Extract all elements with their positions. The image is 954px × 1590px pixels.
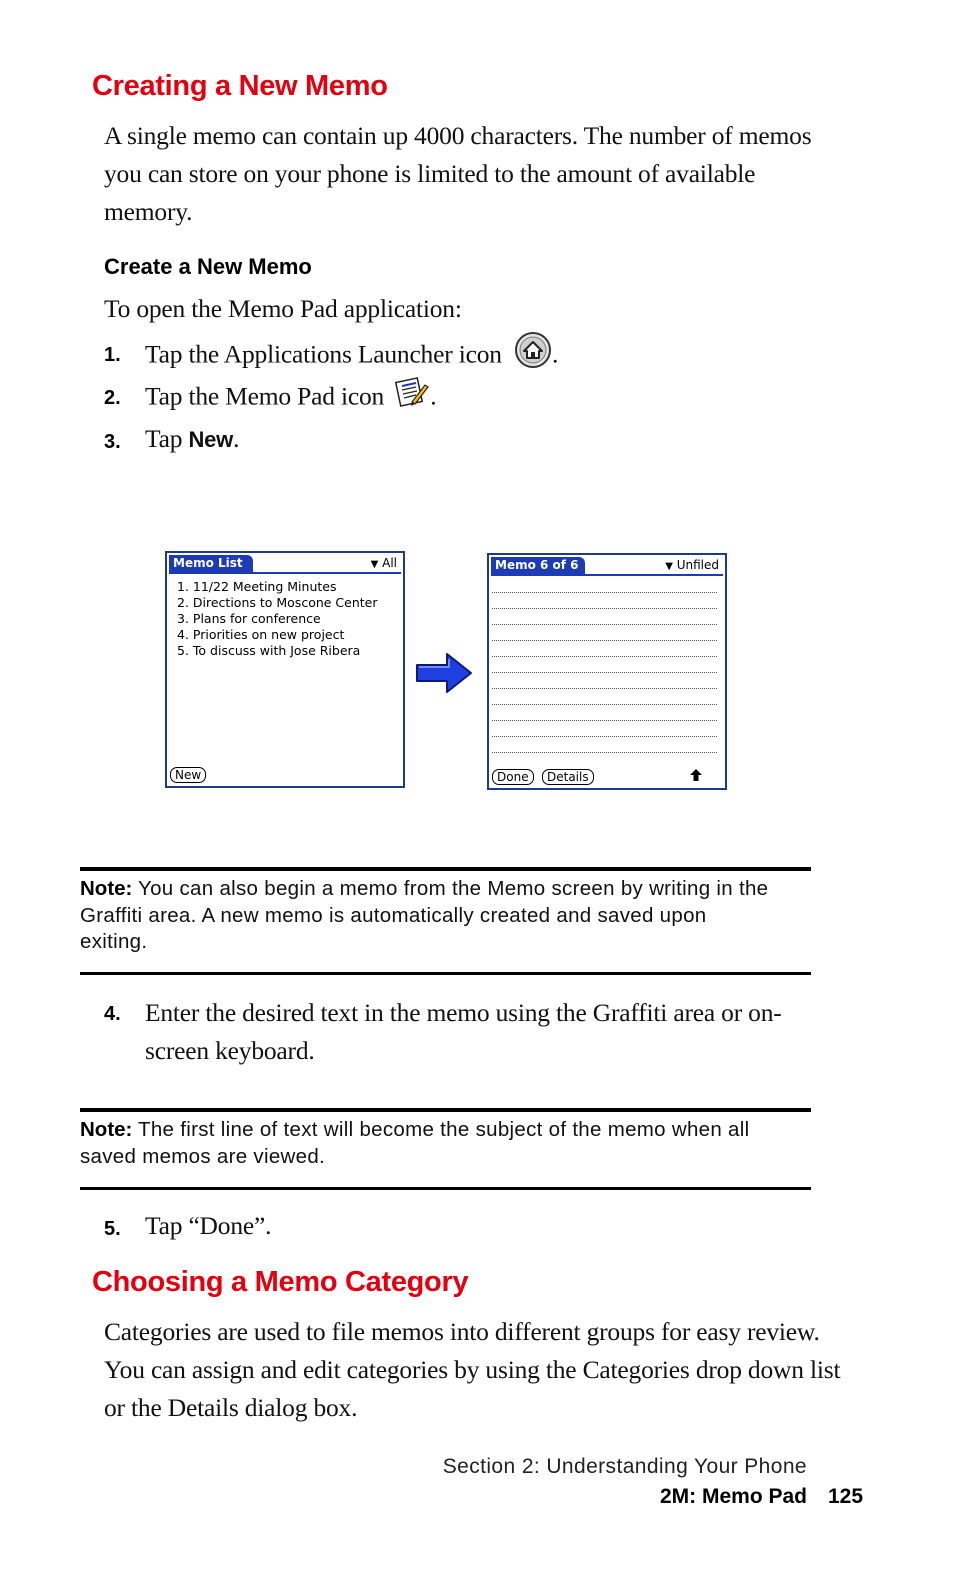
dropdown-triangle-icon: ▼ [665,561,673,572]
step-after: . [430,381,437,411]
step-after: . [552,339,559,369]
screen-title: Memo 6 of 6 [491,557,585,574]
step-3-text [145,424,239,454]
step-number: 1. [104,344,121,366]
category-dropdown[interactable] [371,555,397,573]
divider [80,1187,811,1190]
memo-line[interactable] [492,672,717,673]
note-line: Graffiti area. A new memo is automatically created and saved upon [80,903,707,927]
section-heading-creating-memo: Creating a New Memo [92,70,388,102]
title-underline [169,572,401,574]
note-line: exiting. [80,930,148,953]
list-item[interactable]: 3. Plans for conference [177,611,321,626]
step-1-text [145,337,558,376]
step-line: screen keyboard. [145,1036,315,1065]
right-arrow-icon [415,651,473,700]
note-label: Note: [80,1118,133,1141]
memo-line[interactable] [492,752,717,753]
step-number: 3. [104,431,121,453]
memo-line[interactable] [492,640,717,641]
paragraph-line: you can store on your phone is limited to the amount of available [104,159,756,188]
paragraph-line: memory. [104,197,193,226]
divider [80,1108,811,1112]
done-button[interactable]: Done [492,769,534,785]
step-text: Tap the Memo Pad icon [145,381,385,411]
list-item[interactable]: 2. Directions to Moscone Center [177,595,378,610]
memo-line[interactable] [492,624,717,625]
divider [80,972,811,975]
paragraph-line: You can assign and edit categories by using the Categories drop down list [104,1355,841,1384]
memo-line[interactable] [492,688,717,689]
step-after: . [233,424,240,453]
step-text: Tap the Applications Launcher icon [145,339,502,369]
footer-section: Section 2: Understanding Your Phone [442,1455,807,1478]
memo-line[interactable] [492,592,717,593]
home-icon [514,331,552,376]
details-button[interactable]: Details [542,769,594,785]
memo-line[interactable] [492,720,717,721]
memo-list-screen [165,551,405,788]
paragraph-line: A single memo can contain up 4000 characters. The number of memos [104,121,812,150]
note-line [80,876,820,903]
memo-edit-screen [487,553,727,790]
footer-chapter: 2M: Memo Pad [659,1485,807,1508]
step-number: 4. [104,1003,121,1025]
step-text: Tap [145,424,189,453]
screen-title: Memo List [169,555,253,572]
note-label: Note: [80,877,133,900]
list-item[interactable]: 1. 11/22 Meeting Minutes [177,579,337,594]
category-label: All [382,556,397,570]
category-paragraph [104,1313,840,1427]
list-item[interactable]: 5. To discuss with Jose Ribera [177,643,361,658]
category-label: Unfiled [676,558,719,572]
memo-line[interactable] [492,704,717,705]
dropdown-triangle-icon: ▼ [370,559,379,570]
intro-paragraph [104,117,811,231]
intro-text: To open the Memo Pad application: [104,294,462,323]
step-number: 2. [104,387,121,409]
step-line: Enter the desired text in the memo using the Graffiti area or on- [145,998,782,1027]
category-dropdown[interactable] [665,557,719,575]
memo-pad-icon [394,374,430,417]
memo-line[interactable] [492,656,717,657]
note-box [80,876,820,956]
note-text: You can also begin a memo from the Memo screen by writing in the [132,877,769,900]
note-text: The first line of text will become the subject of the memo when all [132,1118,750,1141]
step-number: 5. [104,1218,121,1240]
paragraph-line: or the Details dialog box. [104,1393,358,1422]
paragraph-line: Categories are used to file memos into different groups for easy review. [104,1317,820,1346]
memo-line[interactable] [492,736,717,737]
page-number: 125 [828,1485,864,1508]
step-2-text [145,380,436,417]
step-4-text [145,994,782,1070]
shift-up-arrow-icon[interactable] [689,767,703,786]
section-heading-memo-category: Choosing a Memo Category [92,1266,469,1298]
new-button[interactable]: New [170,767,206,783]
step-5-text: Tap “Done”. [145,1211,272,1240]
note-line: saved memos are viewed. [80,1144,326,1168]
new-keyword: New [188,427,234,452]
list-item[interactable]: 4. Priorities on new project [177,627,345,642]
subheading-create-memo: Create a New Memo [104,254,312,279]
note-box [80,1117,820,1170]
memo-line[interactable] [492,608,717,609]
divider [80,867,811,871]
note-line [80,1117,820,1144]
